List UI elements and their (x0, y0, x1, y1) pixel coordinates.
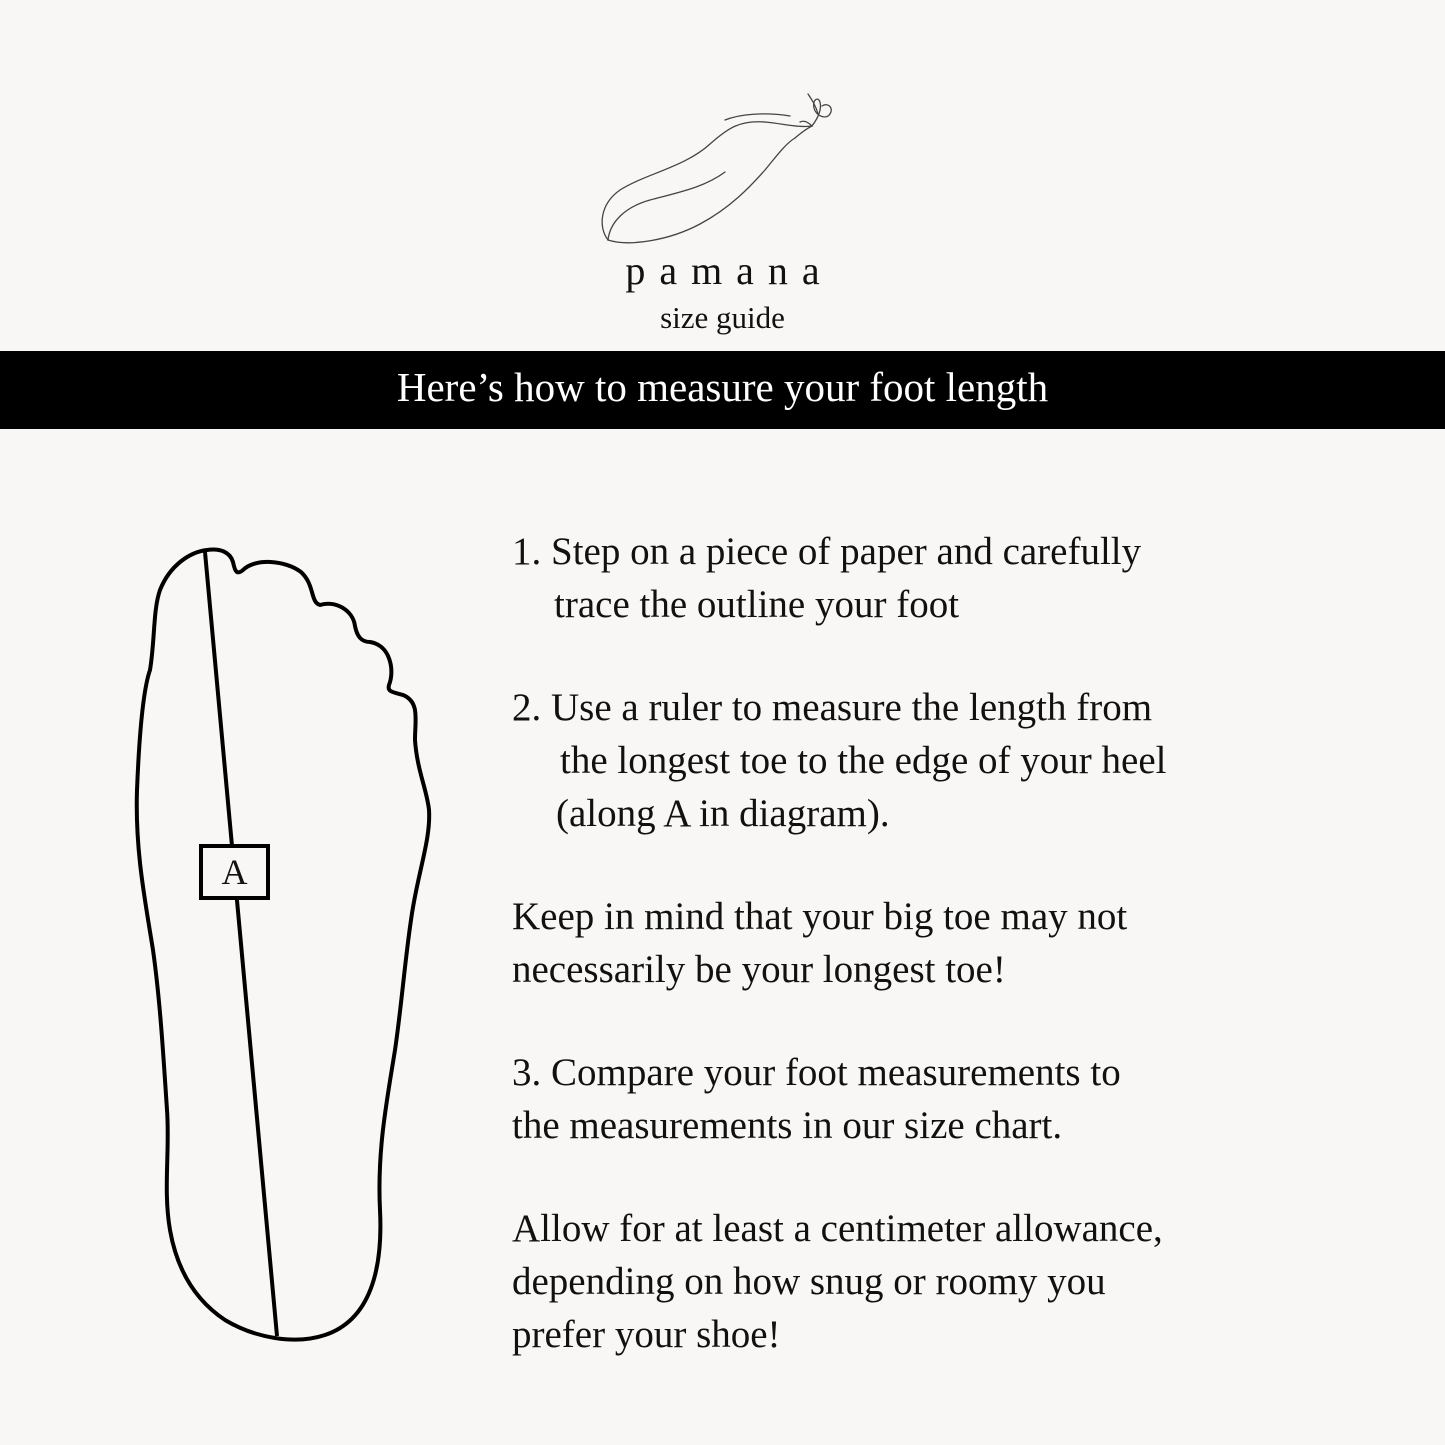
step-1-line-2: trace the outline your foot (554, 583, 960, 626)
step-3 (512, 1046, 1412, 1152)
measure-line-a (205, 552, 277, 1336)
section-title-banner (0, 351, 1445, 429)
note-longest-toe-line-2: necessarily be your longest toe! (512, 948, 1006, 991)
step-2-line-3: (along A in diagram). (556, 792, 890, 835)
step-2 (512, 681, 1412, 840)
brand-name: pamana (625, 248, 834, 293)
step-2-line-1: 2. Use a ruler to measure the length from (512, 686, 1153, 729)
instructions (512, 525, 1412, 1411)
note-longest-toe-line-1: Keep in mind that your big toe may not (512, 895, 1128, 938)
brand-subtitle: size guide (660, 300, 785, 335)
note-allowance (512, 1202, 1412, 1361)
step-3-line-2: the measurements in our size chart. (512, 1104, 1063, 1147)
note-allowance-line-1: Allow for at least a centimeter allowance, (512, 1207, 1163, 1250)
note-allowance-line-3: prefer your shoe! (512, 1313, 781, 1356)
step-1 (512, 525, 1412, 631)
step-3-line-1: 3. Compare your foot measurements to (512, 1051, 1121, 1094)
note-longest-toe (512, 890, 1412, 996)
step-2-line-2: the longest toe to the edge of your heel (560, 739, 1167, 782)
foot-outline-icon (125, 530, 445, 1350)
step-1-line-1: 1. Step on a piece of paper and carefully (512, 530, 1142, 573)
foot-outline (137, 550, 429, 1340)
note-allowance-line-2: depending on how snug or roomy you (512, 1260, 1106, 1303)
section-title: Here’s how to measure your foot length (396, 364, 1049, 410)
shoe-last-logo-icon (590, 92, 840, 252)
diagram-label-a: A (221, 852, 248, 892)
